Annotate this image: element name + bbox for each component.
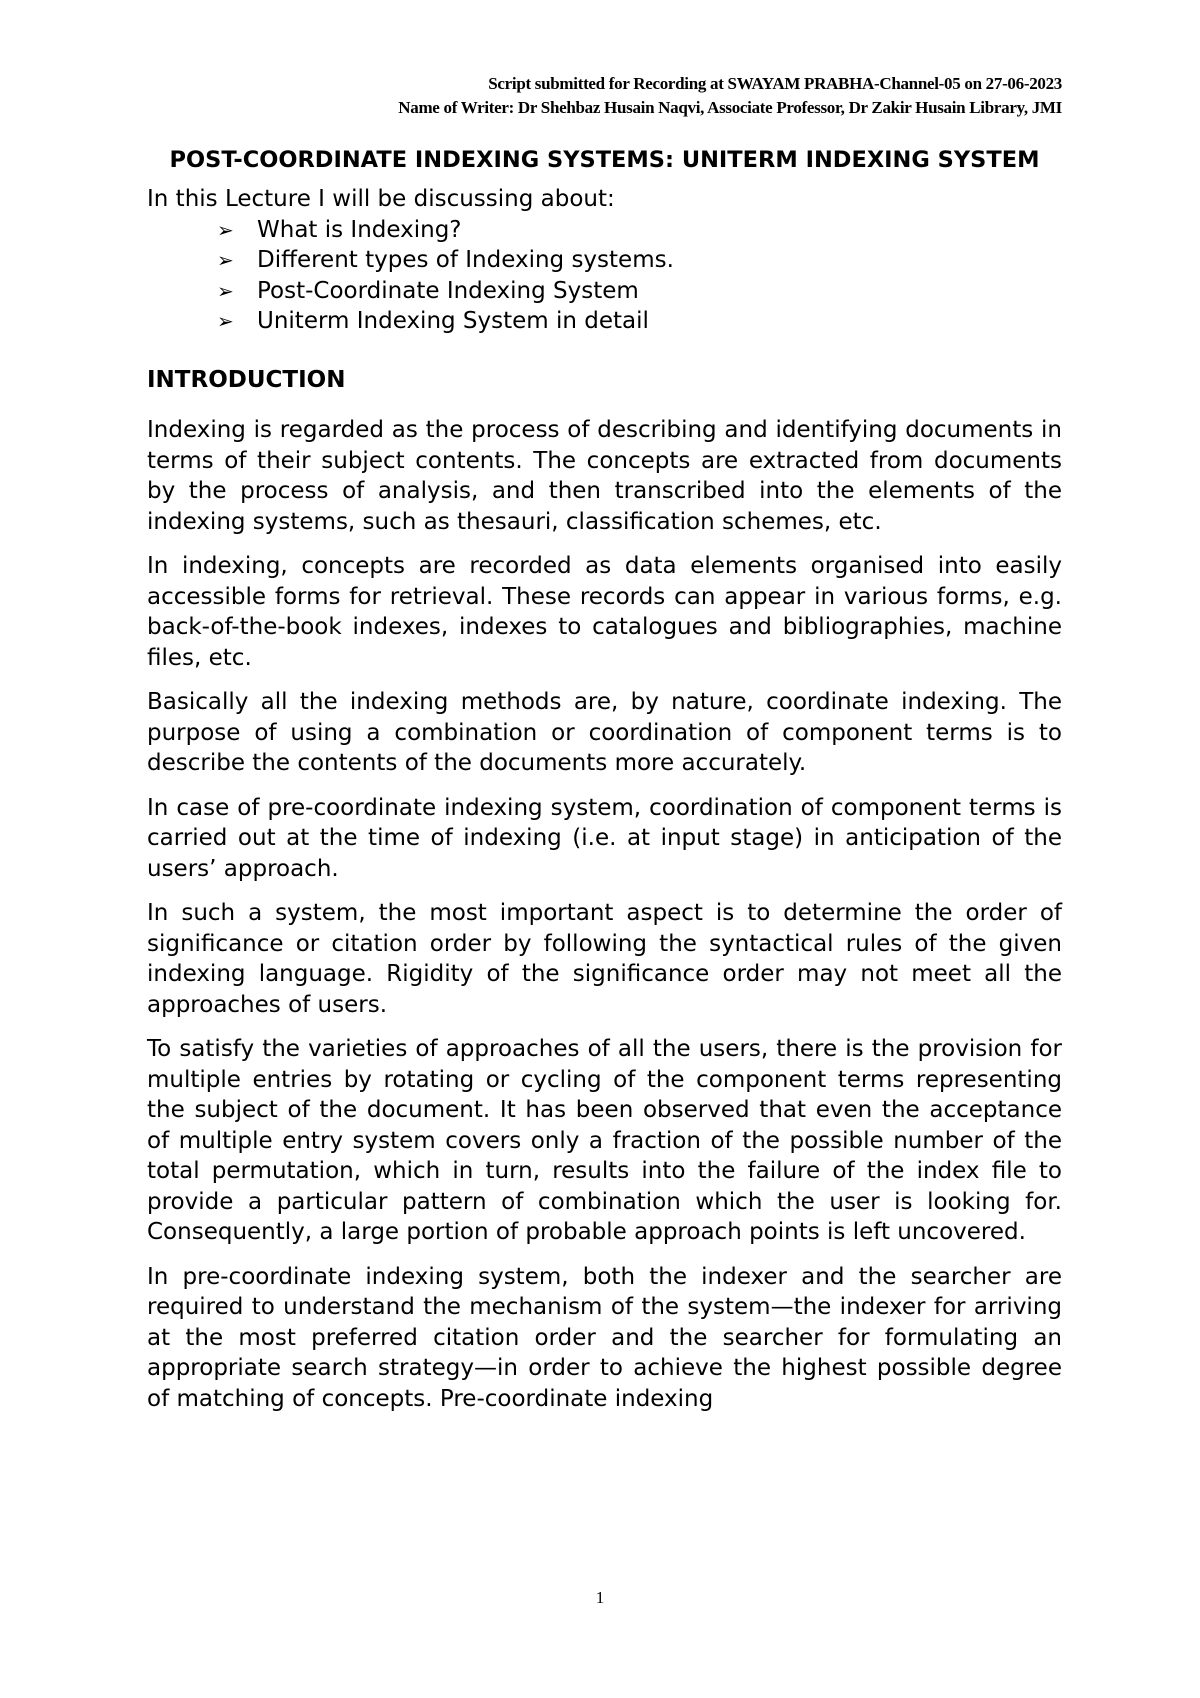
paragraph: Indexing is regarded as the process of describing and identifying documents in terms of their subject contents. The concepts are extracted from documents by the process of analysis, and then transcribed into the elements of the indexing systems, such as thesauri, classification schemes, etc. [147,417,1062,535]
page-header [398,72,1062,120]
intro-text: In this Lecture I will be discussing about: [147,186,615,212]
document-body [147,144,1062,1428]
section-heading-introduction: INTRODUCTION [147,366,346,393]
list-item [217,276,1062,307]
list-item [217,306,1062,337]
paragraph: In indexing, concepts are recorded as data elements organised into easily accessible forms for retrieval. These records can appear in various forms, e.g. back-of-the-book indexes, indexes to catalogues and bibliographies, machine files, etc. [147,553,1062,671]
document-title: POST-COORDINATE INDEXING SYSTEMS: UNITERM INDEXING SYSTEM [169,147,1040,173]
list-item-text: Uniterm Indexing System in detail [257,308,649,334]
list-item [217,245,1062,276]
arrow-bullet-icon: ➢ [217,309,234,333]
arrow-bullet-icon: ➢ [217,278,234,303]
page-number: 1 [595,1588,605,1607]
arrow-bullet-icon: ➢ [217,217,234,242]
paragraph: To satisfy the varieties of approaches of all the users, there is the provision for multiple entries by rotating or cycling of the component terms representing the subject of the document. It has been observed that even the acceptance of multiple entry system covers only a fraction of the possible number of the total permutation, which in turn, results into the failure of the index file to provide a particular pattern of combination which the user is looking for. Consequently, a large portion of probable approach points is left uncovered. [147,1036,1062,1245]
list-item-text: Different types of Indexing systems. [257,247,674,273]
paragraph: In such a system, the most important aspect is to determine the order of significance or citation order by following the syntactical rules of the given indexing language. Rigidity of the significance order may not meet all the approaches of users. [147,900,1062,1018]
arrow-bullet-icon: ➢ [217,248,234,272]
topics-list [147,215,1062,337]
header-submission-line: Script submitted for Recording at SWAYAM PRABHA-Channel-05 on 27-06-2023 [488,74,1062,93]
paragraph: In case of pre-coordinate indexing system, coordination of component terms is carried out at the time of indexing (i.e. at input stage) in anticipation of the users’ approach. [147,794,1062,882]
list-item [217,215,1062,246]
paragraph: In pre-coordinate indexing system, both the indexer and the searcher are required to understand the mechanism of the system—the indexer for arriving at the most preferred citation order and the searcher for formulating an appropriate search strategy—in order to achieve the highest possible degree of matching of concepts. Pre-coordinate indexing [147,1263,1062,1412]
list-item-text: What is Indexing? [257,216,462,243]
header-writer-line: Name of Writer: Dr Shehbaz Husain Naqvi, Associate Professor, Dr Zakir Husain Library, JMI [398,98,1062,117]
paragraph: Basically all the indexing methods are, by nature, coordinate indexing. The purpose of using a combination or coordination of component terms is to describe the contents of the documents more accurately. [147,689,1062,776]
list-item-text: Post-Coordinate Indexing System [257,277,639,304]
